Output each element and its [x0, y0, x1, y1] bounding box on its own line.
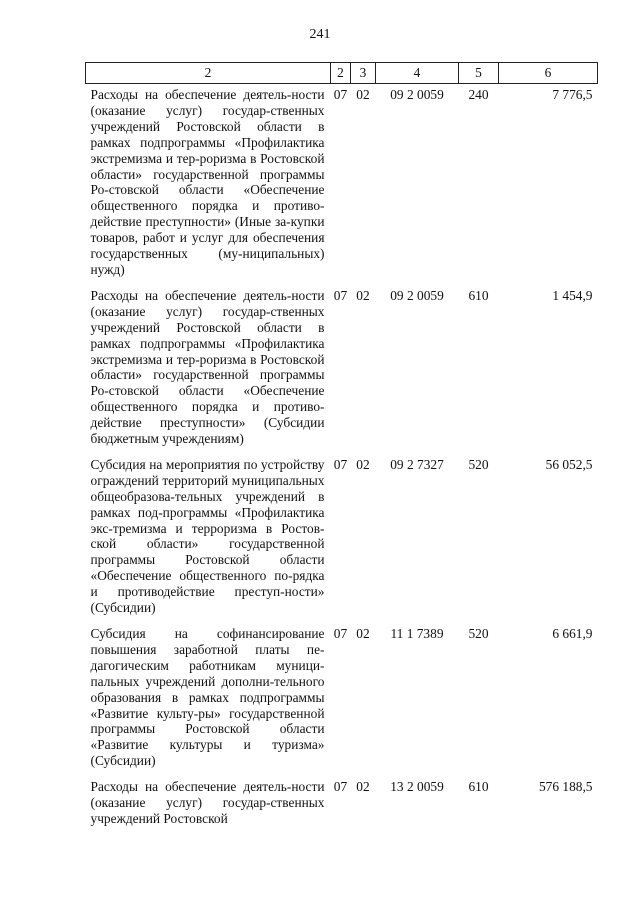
row-expense-type: 520 [468, 626, 489, 641]
header-col-expense: 5 [459, 63, 499, 84]
row-section: 07 [333, 456, 348, 472]
row-amount: 576 188,5 [538, 779, 593, 795]
row-target-code: 09 2 0059 [390, 287, 444, 303]
row-expense-type: 520 [468, 456, 489, 472]
row-expense-type: 610 [468, 287, 489, 303]
row-target-code: 09 2 0059 [390, 87, 444, 102]
table-row [86, 285, 598, 454]
row-description: Расходы на обеспечение деятель-ности (оказание услуг) государ-ственных учреждений Ростовской области в рамках подпрограммы «Профилактика экстремизма и тер-роризма в Ростовской области» государственной программы Ро-стовской области «Обеспечение общественного порядка и противо-действие преступности» (Иные за-купки товаров, работ и услуг для обеспечения государственных (му-ниципальных) нужд) [90, 87, 325, 277]
row-target-code: 13 2 0059 [390, 779, 444, 795]
row-description: Субсидия на софинансирование повышения заработной платы пе-дагогическим работникам муници-пальных учреждений дополни-тельного образования в рамках подпрограммы «Развитие культу-ры» государственной программы Ростовской области «Развитие культуры и туризма» (Субсидии) [90, 626, 325, 769]
table-row [86, 454, 598, 623]
row-section: 07 [333, 626, 348, 641]
row-expense-type: 610 [468, 779, 489, 795]
table-header [86, 63, 598, 84]
row-subsection: 02 [356, 779, 370, 795]
table-row [86, 623, 598, 776]
table-body [86, 84, 598, 834]
row-description: Расходы на обеспечение деятель-ности (оказание услуг) государ-ственных учреждений Ростовской области в рамках подпрограммы «Профилактика экстремизма и тер-роризма в Ростовской области» государственной программы Ро-стовской области «Обеспечение общественного порядка и противо-действие преступности» (Субсидии бюджетным учреждениям) [90, 287, 325, 447]
row-subsection: 02 [356, 456, 370, 472]
row-amount: 56 052,5 [545, 456, 593, 472]
row-section: 07 [333, 779, 348, 795]
row-subsection: 02 [356, 87, 370, 102]
header-col-target: 4 [376, 63, 459, 84]
row-section: 07 [333, 87, 348, 102]
table-row [86, 84, 598, 285]
header-col-subsection: 3 [351, 63, 376, 84]
row-expense-type: 240 [468, 87, 489, 102]
row-section: 07 [333, 287, 348, 303]
table-row [86, 776, 598, 834]
row-amount: 7 776,5 [552, 87, 593, 102]
row-description: Субсидия на мероприятия по устройству ограждений территорий муниципальных общеобразова-тельных учреждений в рамках под-программы «Профилактика экс-тремизма и терроризма в Ростов-ской области» государственной программы Ростовской области «Обеспечение общественного по-рядка и противодействие преступ-ности» (Субсидии) [90, 456, 325, 616]
row-description: Расходы на обеспечение деятель-ности (оказание услуг) государ-ственных учреждений Ростовской [90, 779, 325, 826]
header-col-amount: 6 [499, 63, 598, 84]
row-subsection: 02 [356, 287, 370, 303]
row-subsection: 02 [356, 626, 370, 641]
row-amount: 6 661,9 [552, 626, 593, 641]
row-target-code: 11 1 7389 [390, 626, 444, 641]
header-col-section: 2 [331, 63, 351, 84]
header-col-description: 2 [86, 63, 331, 84]
row-target-code: 09 2 7327 [390, 456, 444, 472]
page-number: 241 [309, 27, 331, 42]
budget-table [85, 62, 598, 834]
row-amount: 1 454,9 [552, 287, 593, 303]
